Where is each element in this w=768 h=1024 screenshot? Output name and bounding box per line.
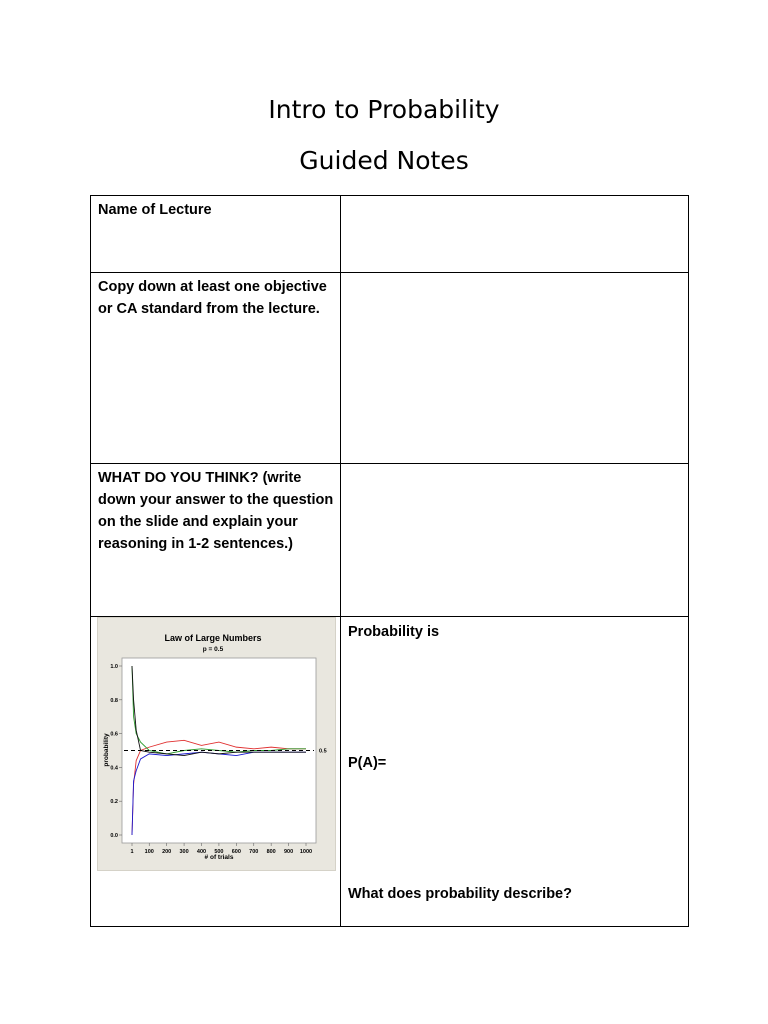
prompt-cell [91, 464, 341, 617]
probability-is-prompt: Probability is [348, 624, 440, 640]
x-tick-label: 900 [283, 849, 294, 855]
prompt-cell [91, 196, 341, 273]
prompt-text: Copy down at least one objective or CA standard from the lecture. [98, 279, 327, 317]
x-tick-label: 400 [196, 849, 207, 855]
x-tick-label: 1000 [299, 849, 313, 855]
answer-cell[interactable] [341, 196, 689, 273]
y-tick-label: 0.0 [110, 833, 118, 839]
y-tick-label: 0.6 [110, 731, 118, 738]
answer-cell[interactable] [341, 464, 689, 617]
prompt-text: Name of Lecture [98, 202, 212, 218]
table-row [91, 196, 689, 273]
table-row [91, 464, 689, 617]
document-title: Intro to Probability [268, 95, 500, 124]
x-tick-label: 100 [144, 849, 154, 855]
y-tick-label: 0.2 [110, 799, 118, 806]
answer-cell[interactable] [341, 273, 689, 464]
x-tick-label: 500 [214, 849, 224, 855]
x-tick-label: 700 [249, 849, 259, 855]
table-row [91, 273, 689, 464]
reference-line-label: 0.5 [319, 748, 327, 755]
y-tick-label: 0.4 [110, 765, 118, 772]
chart-svg [98, 618, 335, 870]
p-of-a-prompt: P(A)= [348, 755, 387, 771]
x-tick-label: 800 [266, 849, 276, 855]
law-of-large-numbers-chart [97, 617, 336, 871]
table-row [91, 617, 689, 927]
x-axis-label: # of trials [204, 854, 234, 861]
y-tick-label: 0.8 [110, 697, 118, 704]
guided-notes-table [90, 195, 689, 927]
y-axis-label: probability [103, 733, 110, 767]
prompt-cell [91, 273, 341, 464]
y-tick-label: 1.0 [110, 664, 118, 670]
chart-title: Law of Large Numbers [164, 633, 262, 643]
x-tick-label: 600 [231, 849, 241, 855]
x-tick-label: 300 [179, 849, 189, 855]
x-tick-label: 1 [130, 849, 134, 855]
notes-cell[interactable] [341, 617, 689, 927]
x-tick-label: 200 [162, 849, 172, 855]
document-subtitle: Guided Notes [299, 146, 469, 175]
what-describe-prompt: What does probability describe? [348, 886, 572, 902]
prompt-text: WHAT DO YOU THINK? (write down your answer to the question on the slide and explain your reasoning in 1-2 sentences.) [98, 470, 334, 552]
chart-subtitle: p = 0.5 [202, 646, 224, 653]
chart-cell [91, 617, 341, 927]
